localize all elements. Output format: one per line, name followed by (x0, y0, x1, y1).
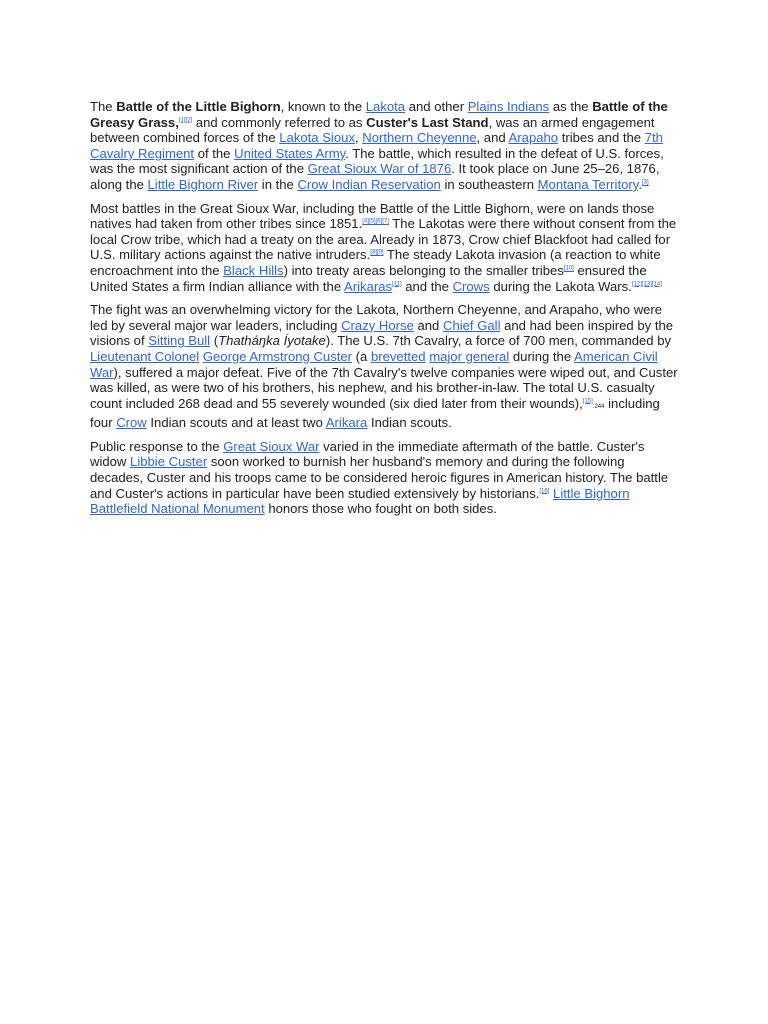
text-run: , was an armed engagement between combined forces of the (90, 114, 655, 146)
text-run: ). The U.S. 7th Cavalry, a force of 700 men, commanded by (325, 333, 672, 349)
text-run: The steady Lakota invasion (a reaction to white encroachment into the (90, 247, 661, 278)
link-little-bighorn-river[interactable]: Little Bighorn River (147, 176, 259, 192)
text-run: and other (405, 99, 468, 114)
text-run: including four (90, 395, 660, 431)
link-crazy-horse[interactable]: Crazy Horse (341, 317, 414, 333)
text-run: soon worked to burnish her husband's memory and during the following decades, Custer and his troops came to be considered heroic figures in American history. The battle and Custer's actions in particular have been studied extensively by historians. (90, 454, 669, 501)
text-run: and commonly referred to as (192, 114, 367, 130)
citation-ref (642, 180, 649, 186)
text-run: in the (258, 176, 298, 192)
link-lakota[interactable]: Lakota (365, 99, 406, 114)
citation-ref (583, 398, 593, 404)
text-run: (a (352, 348, 371, 364)
text-run: Public response to the (90, 438, 224, 454)
citation-link[interactable]: [11] (392, 281, 402, 288)
bold-term: Custer's Last Stand (366, 114, 489, 130)
text-run: Indian scouts and at least two (146, 415, 326, 431)
link-montana-territory[interactable]: Montana Territory (537, 176, 639, 192)
text-run: and had been inspired by the visions of (90, 317, 674, 349)
link-great-sioux-war-of-1876[interactable]: Great Sioux War of 1876 (307, 161, 452, 177)
link-little-bighorn-battlefield-national-monument[interactable]: Little Bighorn Battlefield National Monument (90, 485, 630, 517)
paragraph-intro (90, 99, 680, 193)
text-run: during the (509, 348, 575, 364)
page-ref: :244 (592, 403, 605, 410)
link-lakota-sioux[interactable]: Lakota Sioux (279, 130, 355, 146)
link-plains-indians[interactable]: Plains Indians (467, 99, 550, 114)
text-run: The Lakotas were there without consent from the local Crow tribe, which had a treaty on the area. Already in 1873, Crow chief Blackfoot had called for U.S. military actions against the native intruders. (90, 216, 677, 263)
link-libbie-custer[interactable]: Libbie Custer (130, 454, 208, 470)
link-arikaras[interactable]: Arikaras (344, 278, 393, 294)
text-run: ), suffered a major defeat. Five of the 7th Cavalry's twelve companies were wiped out, and Custer was killed, as were two of his brothers, his nephew, and his brother-in-law. The total U.S. casualty count included 268 dead and 55 severely wounded (six died later from their wounds), (90, 364, 678, 411)
text-run: in southeastern (440, 176, 538, 192)
text-run: and the (401, 278, 453, 294)
link-crow[interactable]: Crow (116, 415, 147, 431)
text-run: as the (549, 99, 593, 114)
link-chief-gall[interactable]: Chief Gall (442, 317, 501, 333)
citation-link[interactable]: [3] (641, 179, 649, 186)
text-run: Indian scouts. (367, 415, 452, 431)
citation-ref (179, 117, 192, 123)
article-body (90, 99, 680, 525)
text-run: varied in the immediate aftermath of the battle. Custer's widow (90, 438, 645, 470)
text-run: during the Lakota Wars. (489, 278, 632, 294)
citation-ref (370, 250, 383, 256)
citation-link[interactable]: [8][9] (370, 249, 384, 256)
link-brevetted[interactable]: brevetted (370, 348, 426, 364)
citation-link[interactable]: [10] (563, 265, 574, 272)
link-7th-cavalry-regiment[interactable]: 7th Cavalry Regiment (90, 130, 663, 161)
text-run: ensured the United States a firm Indian alliance with the (90, 262, 647, 294)
citation-ref (362, 219, 389, 225)
bold-term: Battle of the Greasy Grass (90, 99, 668, 130)
text-run: ) into treaty areas belonging to the smaller tribes (283, 262, 564, 278)
citation-ref (564, 266, 574, 272)
link-crow-indian-reservation[interactable]: Crow Indian Reservation (297, 176, 441, 192)
paragraph-battle (90, 302, 680, 431)
paragraph-aftermath (90, 439, 680, 517)
citation-ref (392, 281, 402, 287)
text-run: . The battle, which resulted in the defeat of U.S. forces, was the most significant action of the (90, 145, 664, 177)
citation-link[interactable]: [4][5][6][7] (362, 218, 389, 225)
citation-link[interactable]: [15] (582, 398, 593, 405)
link-united-states-army[interactable]: United States Army (234, 145, 346, 161)
link-american-civil-war[interactable]: American Civil War (90, 348, 658, 380)
bold-term: Battle of the Little Bighorn (116, 99, 281, 114)
text-run: . It took place on June 25–26, 1876, along the (90, 161, 660, 192)
link-arapaho[interactable]: Arapaho (508, 130, 559, 146)
text-run: Most battles in the Great Sioux War, including the Battle of the Little Bighorn, were on lands those natives had taken from other tribes since 1851. (90, 200, 655, 232)
text-run: , known to the (280, 99, 366, 114)
text-run: The (90, 99, 117, 114)
text-run: , (354, 130, 363, 146)
citation-ref (632, 281, 662, 287)
citation-link[interactable]: [12][13][14] (631, 281, 662, 288)
text-run: and (413, 317, 443, 333)
link-sitting-bull[interactable]: Sitting Bull (148, 333, 211, 349)
text-run: ( (210, 333, 219, 349)
link-major-general[interactable]: major general (429, 348, 510, 364)
text-run: , and (476, 130, 509, 146)
native-name: Thatháŋka Íyotake (218, 333, 326, 349)
link-crows[interactable]: Crows (452, 278, 490, 294)
paragraph-background (90, 201, 680, 295)
link-george-armstrong-custer[interactable]: George Armstrong Custer (202, 348, 353, 364)
text-run: . (638, 176, 642, 192)
text-run: of the (194, 145, 235, 161)
link-great-sioux-war[interactable]: Great Sioux War (223, 438, 320, 454)
citation-ref (539, 488, 549, 494)
link-northern-cheyenne[interactable]: Northern Cheyenne (362, 130, 477, 146)
bold-term: , (175, 114, 179, 130)
text-run: The fight was an overwhelming victory for the Lakota, Northern Cheyenne, and Arapaho, who were led by several major war leaders, including (90, 302, 663, 333)
citation-link[interactable]: [1][2] (178, 117, 193, 124)
link-arikara[interactable]: Arikara (325, 415, 368, 431)
citation-link[interactable]: [16] (539, 488, 550, 495)
link-black-hills[interactable]: Black Hills (223, 262, 284, 278)
text-run: honors those who fought on both sides. (264, 501, 497, 517)
text-run: tribes and the (558, 130, 645, 146)
link-lieutenant-colonel[interactable]: Lieutenant Colonel (90, 348, 200, 364)
